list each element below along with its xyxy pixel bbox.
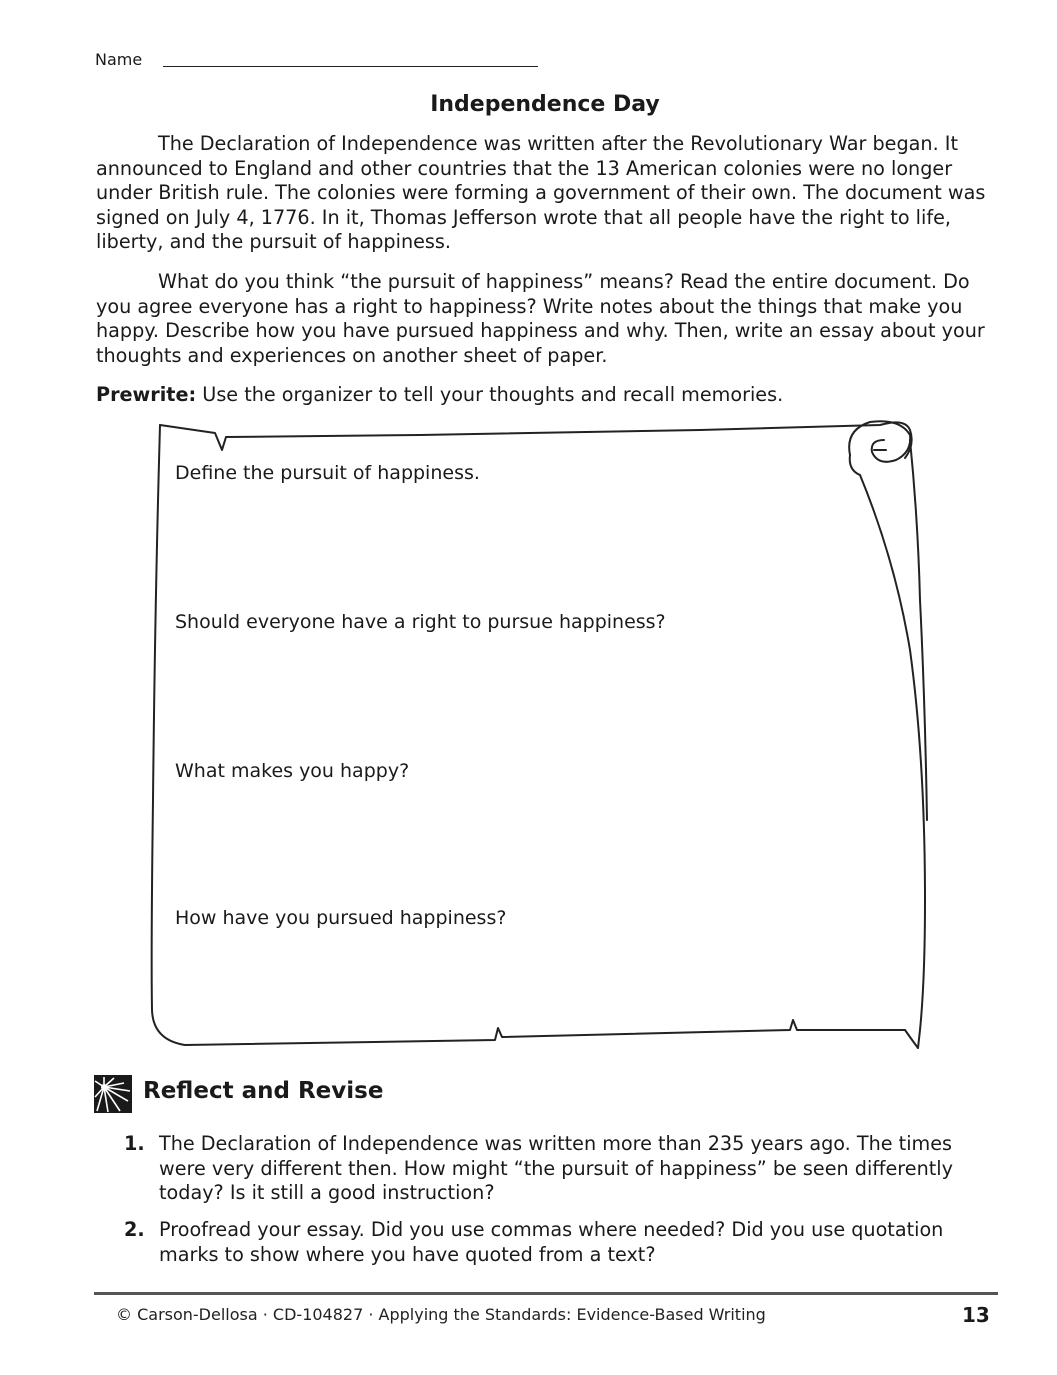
- list-item: [96, 1218, 956, 1278]
- list-item-text: Proofread your essay. Did you use commas where needed? Did you use quotation marks to show where you have quoted from a text?: [159, 1218, 944, 1266]
- footer-rule: [94, 1292, 998, 1295]
- instructions-paragraph: What do you think “the pursuit of happiness” means? Read the entire document. Do you agree everyone has a right to happiness? Write notes about the things that make you happy. Describe how you have pursued happiness and why. Then, write an essay about your thoughts and experiences on another sheet of paper.: [96, 270, 985, 367]
- prewrite-label: Prewrite:: [96, 383, 197, 406]
- page-title: Independence Day: [430, 92, 660, 117]
- organizer-question-4: How have you pursued happiness?: [175, 907, 507, 929]
- list-item-text: The Declaration of Independence was written more than 235 years ago. The times were very different then. How might “the pursuit of happiness” be seen differently today? Is it still a good instruction?: [159, 1132, 953, 1204]
- organizer-question-3: What makes you happy?: [175, 760, 410, 782]
- page-number: 13: [962, 1303, 990, 1327]
- organizer-question-2: Should everyone have a right to pursue happiness?: [175, 611, 666, 633]
- prewrite-text: Use the organizer to tell your thoughts and recall memories.: [196, 383, 784, 406]
- reflect-title: Reflect and Revise: [143, 1078, 384, 1104]
- list-item-number: 1.: [124, 1132, 145, 1155]
- list-item-number: 2.: [124, 1218, 145, 1241]
- name-label: Name: [95, 50, 143, 69]
- footer-text: © Carson-Dellosa · CD-104827 · Applying the Standards: Evidence-Based Writing: [116, 1305, 766, 1324]
- organizer-question-1: Define the pursuit of happiness.: [175, 462, 480, 484]
- intro-paragraph: The Declaration of Independence was written after the Revolutionary War began. It announced to England and other countries that the 13 American colonies were no longer under British rule. The colonies were forming a government of their own. The document was signed on July 4, 1776. In it, Thomas Jefferson wrote that all people have the right to life, liberty, and the pursuit of happiness.: [96, 132, 986, 253]
- starburst-icon: [94, 1075, 132, 1113]
- list-item: [96, 1132, 956, 1212]
